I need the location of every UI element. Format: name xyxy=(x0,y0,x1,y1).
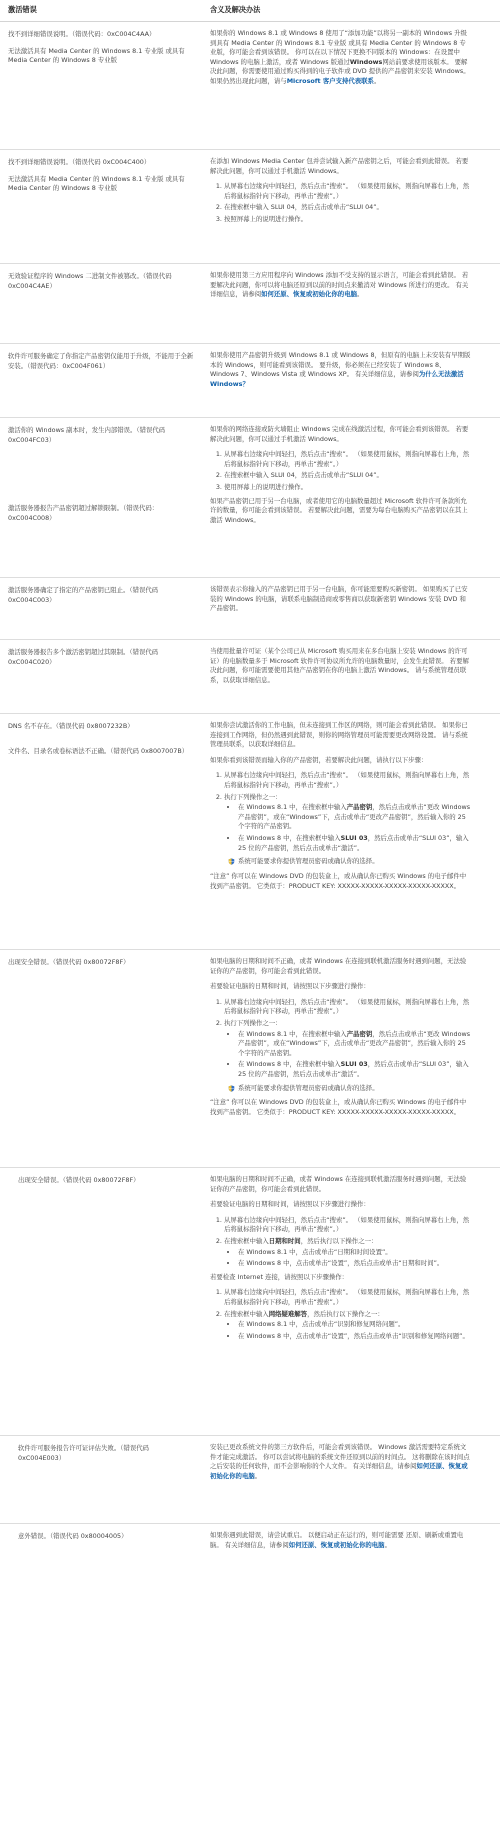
solution-text: 如果电脑的日期和时间不正确，或者 Windows 在连接到联机激活服务时遇到问题，无法验证你的产品密钥，你可能会看到此错误。 xyxy=(210,1175,467,1193)
error-description: 无法激活具有 Media Center 的 Windows 8.1 专业版 或具有 Media Center 的 Windows 8 专业版 xyxy=(8,46,185,65)
table-header xyxy=(0,0,500,22)
sub-step-item: • 在 Windows 8 中，点击或单击“设置”，然后点击或单击“识别和修复网络问题”。 xyxy=(238,1332,472,1342)
solution-text: 如果你使用第三方应用程序向 Windows 添加不受支持的显示语言，可能会看到此错误。 若要解决此问题，你可以将电脑还原到以前的时间点来撤消对 Windows 所进行的更改。 有关详细信息，请参阅如何还原、恢复或初始化你的电脑。 xyxy=(210,271,469,299)
solution-cell xyxy=(200,640,500,713)
step-item: 1. 从屏幕右边缘向中间轻扫，然后点击“搜索”。 （如果使用鼠标，则指向屏幕右上角，然后将鼠标指针向下移动，再单击“搜索”。） xyxy=(224,998,472,1017)
error-cell xyxy=(0,640,200,713)
table-row xyxy=(0,950,500,1168)
table-row xyxy=(0,418,500,578)
solution-text: 如果电脑的日期和时间不正确，或者 Windows 在连接到联机激活服务时遇到问题，无法验证你的产品密钥，你可能会看到此错误。 xyxy=(210,957,467,975)
error-cell xyxy=(0,1524,200,1612)
sub-step-item: • 在 Windows 8.1 中，在搜索框中输入产品密钥，然后点击或单击“更改 Windows 产品密钥”，或在“Windows”下，点击或单击“更改产品密钥”，然后输入你的 25 个字符的产品密钥。 xyxy=(238,1030,472,1059)
solution-cell xyxy=(200,950,500,1167)
step-item: 1. 从屏幕右边缘向中间轻扫，然后点击“搜索”。 （如果使用鼠标，则指向屏幕右上角，然后将鼠标指针向下移动，再单击“搜索”。） xyxy=(224,771,472,790)
table-row xyxy=(0,1436,500,1524)
table-row xyxy=(0,150,500,264)
solution-text: 当使用批量许可证（某个公司已从 Microsoft 购买用来在多台电脑上安装 Windows 的许可证）的电脑数量多于 Microsoft 软件许可协议所允许的电脑数量时，会发生此错误。 若要解决此问题，你可能需要使用其他产品密钥在你的电脑上激活 Windows。 请与系统管理员联系，以获取详细信息。 xyxy=(210,647,469,684)
solution-cell xyxy=(200,150,500,263)
solution-text: 在添加 Windows Media Center 包并尝试输入新产品密钥之后，可能会看到此错误。 若要解决此问题，你可以通过手机激活 Windows。 xyxy=(210,157,469,175)
solution-cell xyxy=(200,22,500,149)
step-item: 2. 在搜索框中输入 SLUI 04，然后点击或单击“SLUI 04”。 xyxy=(224,203,472,213)
error-description: 文件名、目录名或卷标语法不正确。（错误代码 0x8007007B） xyxy=(8,746,189,755)
error-cell xyxy=(0,418,200,577)
steps-list xyxy=(224,182,472,224)
error-cell xyxy=(0,1436,200,1523)
steps-list xyxy=(224,771,472,853)
support-link[interactable]: Microsoft 客户支持代表联系 xyxy=(286,77,374,86)
table-row xyxy=(0,714,500,950)
solution-text: 如果你遇到此错误，请尝试重启。 以便启动正在运行的，则可能需要 还原、刷新或重置电脑。 有关详细信息，请参阅如何还原、恢复或初始化你的电脑。 xyxy=(210,1531,464,1549)
step-item: 3. 使用屏幕上的说明进行操作。 xyxy=(224,483,472,493)
solution-text: 该错误表示你输入的产品密钥已用于另一台电脑，你可能需要购买新密钥。 如果购买了已安装的 Windows 的电脑，请联系电脑制造商或零售商以获取新密钥 Windows 安装 DVD 和产品密钥。 xyxy=(210,585,468,613)
step-item: 2. 在搜索框中输入网络疑难解答，然后执行以下操作之一： • 在 Windows 8.1 中，点击或单击“识别和修复网络问题”。 • 在 Windows 8 中，点击或单击“设置”，然后点击或单击“识别和修复网络问题”。 xyxy=(224,1310,472,1342)
table-row xyxy=(0,1168,500,1436)
solution-text: 若要验证电脑的日期和时间，请按照以下步骤进行操作： xyxy=(210,982,370,991)
uac-shield-icon xyxy=(228,858,235,865)
sub-steps-list xyxy=(238,803,472,853)
error-description: 无效验证程序的 Windows 二进制文件被篡改。（错误代码 0xC004C4AE） xyxy=(8,272,172,290)
sub-steps-list xyxy=(238,1320,472,1341)
error-description: 软件许可服务报告许可证评估失败。（错误代码 0xC004E003） xyxy=(18,1444,150,1462)
sub-step-item: • 在 Windows 8 中，点击或单击“设置”，然后点击或单击“日期和时间”。 xyxy=(238,1259,472,1269)
table-row xyxy=(0,640,500,714)
steps-list xyxy=(224,998,472,1080)
error-description: 找不到详细错误说明。（错误代码：0xC004C4AA） xyxy=(8,30,156,38)
solution-text: 如果你的 Windows 8.1 或 Windows 8 使用了“添加功能”以将另一副本的 Windows 升级到具有 Media Center 的 Windows 8.1 专业版 或具有 Media Center 的 Windows 8 专业版，你可能会看到该错误。 你可以在以下情况下更换不同版本的 Windows：在设置中 Windows 的电脑上激活，或者 Windows 版通过Windows网站前要求使用该版本。 要解决此问题，你需要使用通过购买得到的电子软件或 DVD 提供的产品密钥来安装 Windows。 如果仍然出现此问题，请与Microsoft 客户支持代表联系。 xyxy=(210,29,470,86)
table-row xyxy=(0,1524,500,1612)
table-row xyxy=(0,22,500,150)
step-item: 2. 执行下列操作之一： • 在 Windows 8.1 中，在搜索框中输入产品密钥，然后点击或单击“更改 Windows 产品密钥”，或在“Windows”下，点击或单击“更改产品密钥”，然后输入你的 25 个字符的产品密钥。 • 在 Windows 8 中，在搜索框中输入SLUI 03，然后点击或单击“SLUI 03”，输入 25 位的产品密钥，然后点击或单击“激活”。 xyxy=(224,793,472,854)
solution-text: 若要验证电脑的日期和时间，请按照以下步骤进行操作： xyxy=(210,1200,370,1209)
solution-cell xyxy=(200,578,500,639)
error-cell xyxy=(0,150,200,263)
error-description: 激活服务器报告产品密钥超过解锁限制。（错误代码：0xC004C008） xyxy=(8,504,159,522)
admin-note-text: 系统可能要求你提供管理员密码或确认你的选择。 xyxy=(238,1083,379,1092)
error-cell xyxy=(0,344,200,417)
error-cell xyxy=(0,950,200,1167)
product-key-note: “注意” 你可以在 Windows DVD 的包装盒上，或从确认你已购买 Windows 的电子邮件中找到产品密钥。 它类似于：PRODUCT KEY: XXXXX-XXXXX-XXXXX-XXXXX-XXXXX。 xyxy=(210,871,467,890)
admin-note-text: 系统可能要求你提供管理员密码或确认你的选择。 xyxy=(238,857,379,866)
solution-cell xyxy=(200,418,500,577)
solution-text: 如果你看到该错误而输入你的产品密钥，若要解决此问题，请执行以下步骤： xyxy=(210,755,428,764)
solution-cell xyxy=(200,1168,500,1435)
header-meaning-column: 含义及解决办法 xyxy=(210,5,261,14)
restore-link[interactable]: 如何还原、恢复或初始化你的电脑 xyxy=(288,1540,385,1549)
error-description: 激活服务器报告多个激活密钥超过其限制。（错误代码 0xC004C020） xyxy=(8,648,159,666)
solution-text: 如果你使用产品密钥升级到 Windows 8.1 或 Windows 8，但原有的电脑上未安装有早期版本的 Windows，则可能看到该错误。 要升级，你必须在已经安装了 Windows 8、Windows 7、Windows Vista 或 Windows XP。 有关详细信息，请参阅为什么无法激活 Windows？ xyxy=(210,351,471,388)
solution-text: 安装已更改系统文件的第三方软件后，可能会看到该错误。 Windows 激活需要特定系统文件才能完成激活。 你可以尝试将电脑的系统文件还原到以前的时间点。 这将删除在该时间点之后安装的任何软件，而不会影响你的个人文件。 有关详细信息，请参阅如何还原、恢复或初始化你的电脑。 xyxy=(210,1443,470,1480)
step-item: 3. 按照屏幕上的说明进行操作。 xyxy=(224,215,472,225)
uac-shield-icon xyxy=(228,1085,235,1092)
solution-cell xyxy=(200,264,500,343)
step-item: 2. 在搜索框中输入 SLUI 04，然后点击或单击“SLUI 04”。 xyxy=(224,471,472,481)
solution-text: 如果你尝试激活你的工作电脑，但未连接到工作区的网络，则可能会看到此错误。 如果你已连接到工作网络，但仍然遇到此错误，则你的网络管理员可能需要更改网络设置。 请与系统管理员联系，以获取详细信息。 xyxy=(210,721,468,749)
solution-text: 如果产品密钥已用于另一台电脑，或者使用它的电脑数量超过 Microsoft 软件许可条款所允许的数量，你可能会看到该错误。 若要解决此问题，需要为每台电脑购买产品密钥以在其上激活 Windows。 xyxy=(210,496,468,524)
step-item: 2. 在搜索框中输入日期和时间，然后执行以下操作之一： • 在 Windows 8.1 中，点击或单击“日期和时间设置”。 • 在 Windows 8 中，点击或单击“设置”，然后点击或单击“日期和时间”。 xyxy=(224,1237,472,1269)
error-description: 无法激活具有 Media Center 的 Windows 8.1 专业版 或具有 Media Center 的 Windows 8 专业版 xyxy=(8,174,185,193)
admin-note xyxy=(228,857,472,867)
error-cell xyxy=(0,22,200,149)
date-time-steps-list xyxy=(224,1216,472,1269)
step-item: 1. 从屏幕右边缘向中间轻扫，然后点击“搜索”。 （如果使用鼠标，则指向屏幕右上角，然后将鼠标指针向下移动，再单击“搜索”。） xyxy=(224,1216,472,1235)
step-item: 1. 从屏幕右边缘向中间轻扫，然后点击“搜索”。 （如果使用鼠标，则指向屏幕右上角，然后将鼠标指针向下移动，再单击“搜索”。） xyxy=(224,182,472,201)
table-row xyxy=(0,578,500,640)
sub-step-item: • 在 Windows 8.1 中，点击或单击“识别和修复网络问题”。 xyxy=(238,1320,472,1330)
error-description: 出现安全错误。（错误代码 0x80072F8F） xyxy=(18,1176,140,1184)
sub-step-item: • 在 Windows 8 中，在搜索框中输入SLUI 03，然后点击或单击“SLUI 03”，输入 25 位的产品密钥，然后点击或单击“激活”。 xyxy=(238,1060,472,1079)
solution-cell xyxy=(200,1436,500,1523)
sub-steps-list xyxy=(238,1248,472,1269)
product-key-note: “注意” 你可以在 Windows DVD 的包装盒上，或从确认你已购买 Windows 的电子邮件中找到产品密钥。 它类似于：PRODUCT KEY: XXXXX-XXXXX-XXXXX-XXXXX-XXXXX。 xyxy=(210,1098,467,1116)
error-description: 软件许可服务确定了你指定产品密钥仅能用于升级，不能用于全新安装。（错误代码：0xC004F061） xyxy=(8,352,194,370)
error-cell xyxy=(0,714,200,949)
error-cell xyxy=(0,264,200,343)
solution-text: 若要检查 Internet 连接，请按照以下步骤操作： xyxy=(210,1272,349,1281)
solution-cell xyxy=(200,1524,500,1612)
solution-text: 如果你的网络连接或防火墙阻止 Windows 完成在线激活过程，你可能会看到该错误。 若要解决此问题，你可以通过手机激活 Windows。 xyxy=(210,425,469,443)
network-steps-list xyxy=(224,1288,472,1341)
sub-step-item: • 在 Windows 8.1 中，在搜索框中输入产品密钥，然后点击或单击“更改 Windows 产品密钥”，或在“Windows”下，点击或单击“更改产品密钥”，然后输入你的 25 个字符的产品密钥。 xyxy=(238,803,472,832)
step-item: 1. 从屏幕右边缘向中间轻扫，然后点击“搜索”。 （如果使用鼠标，则指向屏幕右上角，然后将鼠标指针向下移动，再单击“搜索”。） xyxy=(224,450,472,469)
sub-steps-list xyxy=(238,1030,472,1080)
table-row xyxy=(0,344,500,418)
error-description: 意外错误。（错误代码 0x80004005） xyxy=(18,1532,128,1540)
steps-list xyxy=(224,450,472,492)
step-item: 2. 执行下列操作之一： • 在 Windows 8.1 中，在搜索框中输入产品密钥，然后点击或单击“更改 Windows 产品密钥”，或在“Windows”下，点击或单击“更改产品密钥”，然后输入你的 25 个字符的产品密钥。 • 在 Windows 8 中，在搜索框中输入SLUI 03，然后点击或单击“SLUI 03”，输入 25 位的产品密钥，然后点击或单击“激活”。 xyxy=(224,1019,472,1080)
sub-step-item: • 在 Windows 8.1 中，点击或单击“日期和时间设置”。 xyxy=(238,1248,472,1258)
error-description: 激活你的 Windows 副本时，发生内部错误。（错误代码 0xC004FC03） xyxy=(8,426,166,444)
header-error-column: 激活错误 xyxy=(8,5,37,14)
admin-note xyxy=(228,1084,472,1094)
table-row xyxy=(0,264,500,344)
error-description: 出现安全错误。（错误代码 0x80072F8F） xyxy=(8,958,130,966)
error-cell xyxy=(0,1168,200,1435)
sub-step-item: • 在 Windows 8 中，在搜索框中输入SLUI 03，然后点击或单击“SLUI 03”，输入 25 位的产品密钥，然后点击或单击“激活”。 xyxy=(238,834,472,853)
solution-cell xyxy=(200,714,500,949)
error-description: 找不到详细错误说明。（错误代码 0xC004C400） xyxy=(8,158,151,166)
error-description: 激活服务器确定了指定的产品密钥已阻止。（错误代码 0xC004C003） xyxy=(8,586,159,604)
restore-link[interactable]: 如何还原、恢复或初始化你的电脑 xyxy=(210,1462,468,1480)
solution-cell xyxy=(200,344,500,417)
restore-link[interactable]: 如何还原、恢复或初始化你的电脑 xyxy=(261,290,357,299)
step-item: 1. 从屏幕右边缘向中间轻扫，然后点击“搜索”。 （如果使用鼠标，则指向屏幕右上角，然后将鼠标指针向下移动，再单击“搜索”。） xyxy=(224,1288,472,1307)
error-description: DNS 名不存在。（错误代码 0x8007232B） xyxy=(8,722,134,730)
why-cant-activate-link[interactable]: 为什么无法激活 Windows？ xyxy=(210,370,464,388)
error-cell xyxy=(0,578,200,639)
